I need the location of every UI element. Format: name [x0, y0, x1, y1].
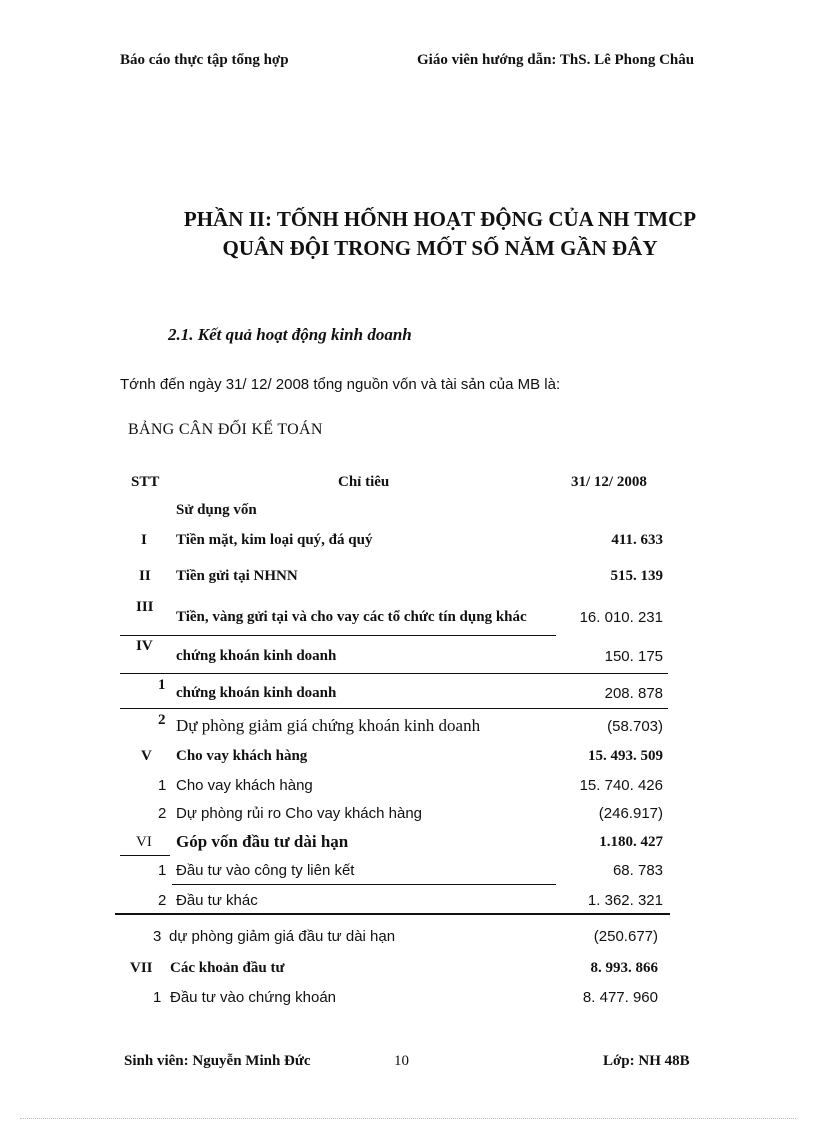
- column-header-stt: STT: [131, 474, 160, 490]
- page-number: 10: [394, 1053, 409, 1069]
- row-value: 16. 010. 231: [579, 609, 663, 626]
- row-label: Đầu tư vào công ty liên kết: [176, 862, 355, 879]
- row-label: Các khoản đầu tư: [170, 960, 285, 976]
- row-value: 411. 633: [611, 532, 663, 548]
- row-stt: 1: [158, 862, 167, 879]
- row-stt: 2: [158, 805, 167, 822]
- group-label: Sử dụng vốn: [176, 502, 257, 518]
- row-label: chứng khoán kinh doanh: [176, 648, 337, 664]
- footer-dotted-rule: [20, 1118, 796, 1119]
- section-heading: 2.1. Kết quả hoạt động kinh doanh: [168, 325, 412, 344]
- row-value: 15. 740. 426: [579, 777, 663, 794]
- row-stt: 3: [153, 928, 162, 945]
- row-value: (58.703): [607, 718, 663, 735]
- row-label: dự phòng giảm giá đầu tư dài hạn: [169, 928, 396, 945]
- row-label: chứng khoán kinh doanh: [176, 685, 337, 701]
- row-value: 150. 175: [604, 648, 663, 665]
- row-value: 208. 878: [604, 685, 663, 702]
- row-value: 8. 477. 960: [582, 989, 658, 1006]
- row-value: 8. 993. 866: [590, 960, 658, 976]
- row-label: Tiền gửi tại NHNN: [176, 568, 298, 584]
- row-stt: I: [141, 532, 147, 548]
- header-instructor: Giáo viên hướng dẫn: ThS. Lê Phong Châu: [417, 52, 695, 68]
- chapter-title-line-1: PHẦN II: TỐNH HỐNH HOẠT ĐỘNG CỦA NH TMCP: [183, 207, 697, 231]
- row-divider: [172, 884, 556, 885]
- row-divider: [115, 913, 670, 915]
- row-divider: [120, 855, 170, 856]
- row-stt: 1: [158, 777, 167, 794]
- row-divider: [120, 673, 668, 674]
- row-stt: 2: [158, 892, 167, 909]
- row-divider: [120, 708, 668, 709]
- row-value: 68. 783: [612, 862, 663, 879]
- row-label: Góp vốn đầu tư dài hạn: [176, 832, 349, 851]
- header-left-title: Báo cáo thực tập tổng hợp: [120, 52, 289, 68]
- column-header-date: 31/ 12/ 2008: [571, 474, 647, 490]
- row-label: Cho vay khách hàng: [176, 777, 313, 794]
- row-stt: V: [141, 748, 152, 764]
- row-value: 1. 362. 321: [587, 892, 663, 909]
- row-label: Tiền, vàng gửi tại và cho vay các tổ chức tín dụng khác: [176, 609, 527, 625]
- chapter-title-line-2: QUÂN ĐỘI TRONG MỐT SỐ NĂM GẦN ĐÂY: [222, 236, 658, 260]
- row-stt: II: [139, 568, 151, 584]
- footer-class: Lớp: NH 48B: [603, 1053, 690, 1069]
- row-label: Dự phòng giảm giá chứng khoán kinh doanh: [176, 716, 481, 735]
- row-value: 15. 493. 509: [588, 748, 663, 764]
- row-stt: VI: [136, 834, 152, 850]
- row-value: (250.677): [593, 928, 658, 945]
- row-stt: 1: [158, 677, 166, 693]
- row-label: Đầu tư vào chứng khoán: [170, 989, 337, 1006]
- column-header-chi-tieu: Chỉ tiêu: [338, 474, 390, 490]
- row-divider: [120, 635, 556, 636]
- intro-paragraph: Tớnh đến ngày 31/ 12/ 2008 tổng nguồn vốn và tài sản của MB là:: [120, 376, 561, 393]
- row-label: Cho vay khách hàng: [176, 748, 308, 764]
- table-title: BẢNG CÂN ĐỐI KẾ TOÁN: [128, 421, 323, 438]
- footer-student: Sinh viên: Nguyễn Minh Đức: [124, 1053, 311, 1069]
- row-label: Tiền mặt, kim loại quý, đá quý: [176, 532, 373, 548]
- row-value: 515. 139: [610, 568, 663, 584]
- row-stt: 2: [158, 712, 166, 728]
- row-label: Đầu tư khác: [176, 892, 258, 909]
- row-stt: 1: [153, 989, 162, 1006]
- row-value: 1.180. 427: [599, 834, 663, 850]
- row-label: Dự phòng rủi ro Cho vay khách hàng: [176, 805, 423, 822]
- row-value: (246.917): [598, 805, 663, 822]
- row-stt: VII: [130, 960, 153, 976]
- row-stt: IV: [136, 638, 153, 654]
- row-stt: III: [136, 599, 154, 615]
